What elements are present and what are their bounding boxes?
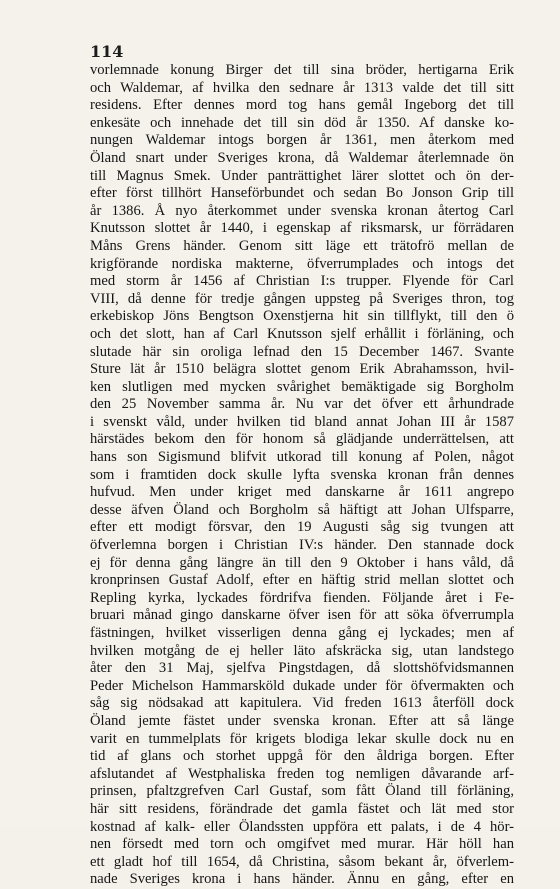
text-line: hvilken motgång de ej heller läto afskräcka sig, utan landstego [90,642,514,659]
text-line: Öland snart under Sveriges krona, då Waldemar återlemnade ön [90,149,514,166]
text-line: Knutsson slottet år 1440, i egenskap af riksmarsk, ur förrädaren [90,220,514,237]
text-line: efter först tillhört Hanseförbundet och sedan Bo Jonson Grip till [90,185,514,202]
text-line: kronprinsen Gustaf Adolf, efter en häftig strid mellan slottet och [90,572,514,589]
text-line: prinsen, pfaltzgrefven Carl Gustaf, som fått Öland till förläning, [90,783,514,800]
text-line: tid af glans och storhet uppgå för den åldriga borgen. Efter [90,748,514,765]
text-line: erkebiskop Jöns Bengtson Oxenstjerna hit sin tillflykt, till den ö [90,308,514,325]
text-line: här sitt residens, förändrade det gamla fästet och lät med stor [90,800,514,817]
text-line: nen försedt med torn och omgifvet med murar. Här höll han [90,836,514,853]
text-line: nungen Waldemar intogs borgen år 1361, men återkom med [90,132,514,149]
text-line: i svenskt våld, under hvilken tid bland annat Johan III år 1587 [90,413,514,430]
text-line: VIII, då denne för tredje gången uppsteg på Sveriges thron, tog [90,290,514,307]
text-line: med storm år 1456 af Christian I:s trupper. Flyende för Carl [90,273,514,290]
text-line: krigförande nordiska makterne, öfverrumplades och intogs det [90,255,514,272]
text-line: afslutandet af Westphaliska freden tog nemligen dåvarande arf- [90,765,514,782]
text-line: fästningen, hvilket visserligen denna gång ej lyckades; men af [90,625,514,641]
text-line: och Waldemar, af hvilka den sednare år 1313 valde det till sitt [90,79,514,96]
body-text [90,62,514,889]
text-line: desse äfven Öland och Borgholm så häftigt att Johan Ulfsparre, [90,501,514,518]
text-line: efter ett modigt försvar, den 19 Augusti såg sig tvungen att [90,519,514,536]
text-line: såg sig nödsakad att kapitulera. Vid freden 1613 återföll dock [90,695,514,712]
text-line: hufvud. Men under kriget med danskarne år 1611 angrepo [90,484,514,501]
text-line: Öland jemte fästet under svenska kronan. Efter att så länge [90,712,514,729]
text-line: enkesäte och innehade det till sin död år 1350. Af danske ko- [90,114,514,131]
text-line: varit en tummelplats för krigets blodiga lekar skulle dock nu en [90,730,514,747]
text-line: hans son Sigismund blifvit utkorad till konung af Polen, något [90,449,514,466]
text-line: residens. Efter dennes mord tog hans gemål Ingeborg det till [90,97,514,114]
page-number: 114 [90,42,124,61]
text-line: bruari månad gingo danskarne öfver isen för att söka öfverrumpla [90,607,514,624]
text-line: till Magnus Smek. Under panträttighet lärer slottet och ön der- [90,167,514,184]
text-line: som i framtiden dock skulle lyfta svenska kronan från dennes [90,466,514,483]
text-line: kostnad af kalk- eller Ölandssten uppföra ett palats, i de 4 hör- [90,818,514,835]
text-line: Måns Grens händer. Genom sitt läge ett trätofrö mellan de [90,237,514,254]
text-line: öfverlemna borgen i Christian IV:s händer. Den stannade dock [90,537,514,554]
text-line: vorlemnade konung Birger det till sina bröder, hertigarna Erik [90,62,514,78]
text-line: den 25 November samma år. Nu var det öfver ett århundrade [90,396,514,413]
text-line: Sture lät år 1510 belägra slottet genom Erik Abrahamsson, hvil- [90,361,514,378]
text-line: och det slott, han af Carl Knutsson sjelf erhållit i förläning, och [90,325,514,342]
text-line: år 1386. Å nyo återkommet under svenska kronan återtog Carl [90,202,514,219]
text-line: nade Sveriges krona i hans händer. Ännu en gång, efter en [90,871,514,888]
text-line: ken slutligen med mycken svårighet bemäktigade sig Borgholm [90,378,514,395]
text-line: slutade här sin oroliga lefnad den 15 December 1467. Svante [90,343,514,360]
text-line: ett gladt hof till 1654, då Christina, såsom bekant år, öfverlem- [90,853,514,870]
text-line: härstädes bekom den för honom så glädjande underrättelsen, att [90,431,514,448]
text-line: Peder Michelson Hammarsköld dukade under för öfvermakten och [90,677,514,694]
text-line: Repling kyrka, lyckades fördrifva fienden. Följande året i Fe- [90,589,514,606]
text-line: åter den 31 Maj, sjelfva Pingstdagen, då slottshöfvidsmannen [90,660,514,677]
text-line: ej för denna gång längre än till den 9 Oktober i hans våld, då [90,554,514,571]
